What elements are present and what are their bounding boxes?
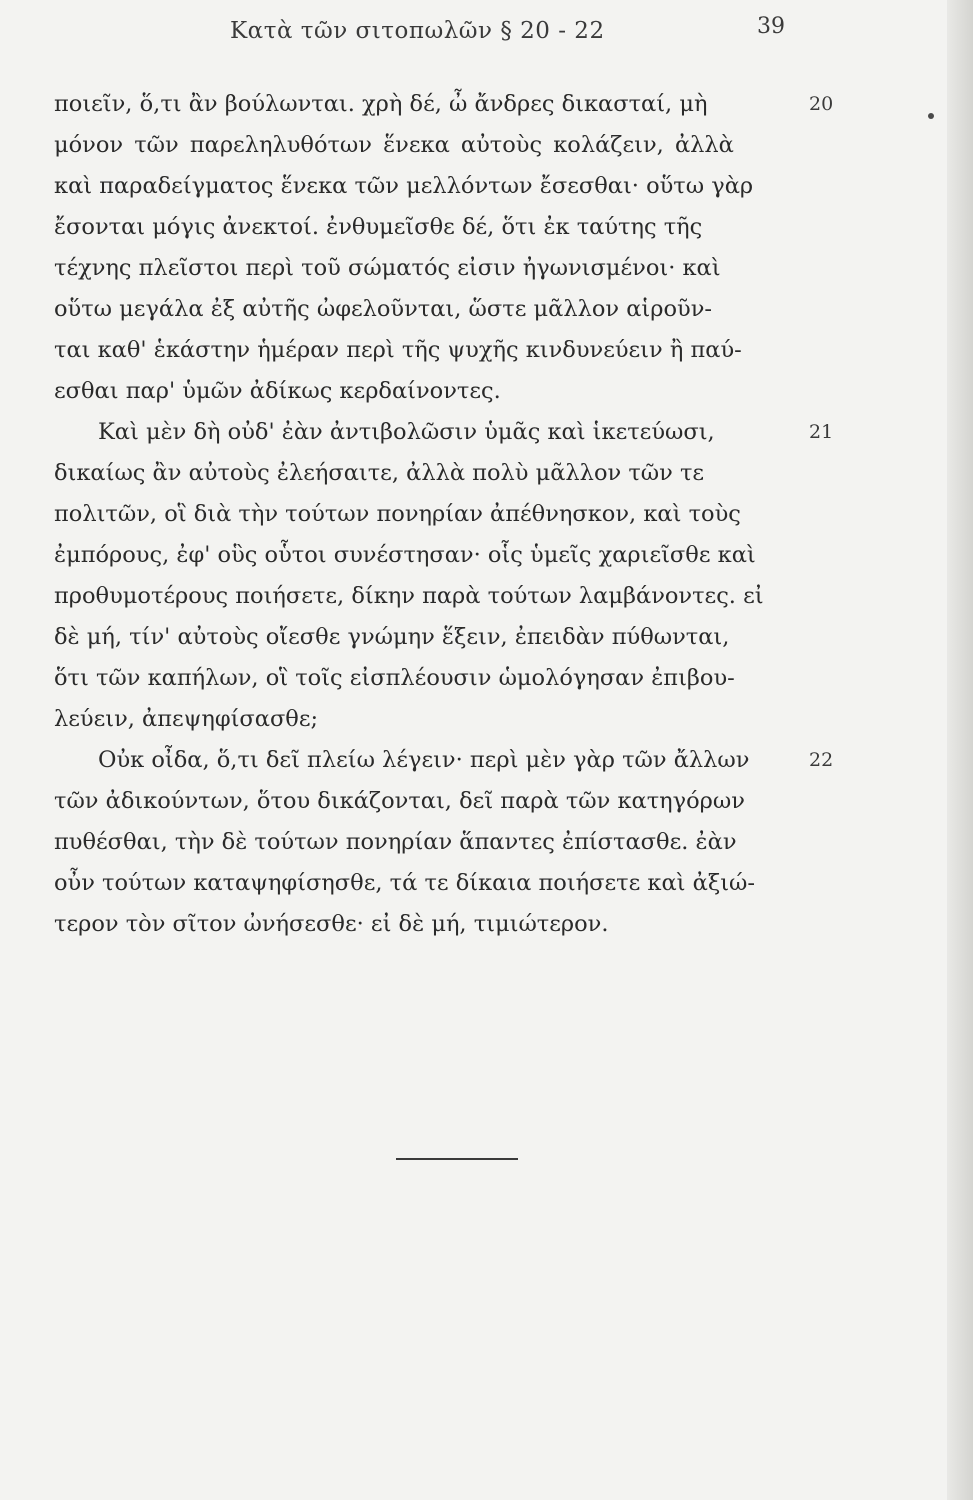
- text-line: [54, 822, 814, 863]
- line-text: λεύειν, ἀπεψηφίσασθε;: [54, 706, 319, 732]
- text-line: [54, 453, 814, 494]
- text-line: [54, 166, 814, 207]
- line-text: πολιτῶν, οἳ διὰ τὴν τούτων πονηρίαν ἀπέθνησκον, καὶ τοὺς: [54, 501, 741, 527]
- line-text: ται καθ' ἑκάστην ἡμέραν περὶ τῆς ψυχῆς κινδυνεύειν ἢ παύ-: [54, 337, 742, 363]
- text-line: [54, 412, 834, 453]
- text-line: [54, 576, 814, 617]
- line-text: τῶν ἀδικούντων, ὅτου δικάζονται, δεῖ παρὰ τῶν κατηγόρων: [54, 788, 745, 814]
- page-edge-shadow: [947, 0, 973, 1500]
- line-text: τέχνης πλεῖστοι περὶ τοῦ σώματός εἰσιν ἠγωνισμένοι· καὶ: [54, 255, 721, 281]
- line-text: οὖν τούτων καταψηφίσησθε, τά τε δίκαια ποιήσετε καὶ ἀξιώ-: [54, 870, 755, 896]
- text-line: [54, 84, 834, 125]
- text-line: [54, 248, 814, 289]
- body-text: [54, 84, 834, 945]
- section-number-20: 20: [809, 93, 834, 115]
- text-line: [54, 371, 814, 412]
- text-line: [54, 494, 814, 535]
- line-text: ἐμπόρους, ἐφ' οὓς οὗτοι συνέστησαν· οἷς ὑμεῖς χαριεῖσθε καὶ: [54, 542, 756, 568]
- text-line: [54, 781, 814, 822]
- line-text: μόνον τῶν παρεληλυθότων ἕνεκα αὐτοὺς κολάζειν, ἀλλὰ: [54, 132, 734, 158]
- running-title: Κατὰ τῶν σιτοπωλῶν § 20 - 22: [230, 18, 605, 44]
- line-text: εσθαι παρ' ὑμῶν ἀδίκως κερδαίνοντες.: [54, 378, 501, 404]
- line-text: ποιεῖν, ὅ,τι ἂν βούλωνται. χρὴ δέ, ὦ ἄνδρες δικασταί, μὴ: [54, 91, 708, 117]
- line-text: ἔσονται μόγις ἀνεκτοί. ἐνθυμεῖσθε δέ, ὅτι ἐκ ταύτης τῆς: [54, 214, 703, 240]
- text-line: [54, 904, 814, 945]
- line-text: Οὐκ οἶδα, ὅ,τι δεῖ πλείω λέγειν· περὶ μὲν γὰρ τῶν ἄλλων: [98, 747, 750, 773]
- text-line: [54, 535, 814, 576]
- line-text: Καὶ μὲν δὴ οὐδ' ἐὰν ἀντιβολῶσιν ὑμᾶς καὶ ἱκετεύωσι,: [98, 419, 715, 445]
- text-line: [54, 289, 814, 330]
- line-text: δικαίως ἂν αὐτοὺς ἐλεήσαιτε, ἀλλὰ πολὺ μᾶλλον τῶν τε: [54, 460, 705, 486]
- text-line: [54, 740, 834, 781]
- text-line: [54, 207, 814, 248]
- line-text: καὶ παραδείγματος ἕνεκα τῶν μελλόντων ἔσεσθαι· οὕτω γὰρ: [54, 173, 754, 199]
- text-line: [54, 330, 814, 371]
- page-number: 39: [757, 14, 785, 39]
- text-line: [54, 863, 814, 904]
- footnote-rule: [396, 1158, 518, 1160]
- line-text: ὅτι τῶν καπήλων, οἳ τοῖς εἰσπλέουσιν ὡμολόγησαν ἐπιβου-: [54, 665, 735, 691]
- text-line: [54, 658, 814, 699]
- line-text: πυθέσθαι, τὴν δὲ τούτων πονηρίαν ἅπαντες ἐπίστασθε. ἐὰν: [54, 829, 737, 855]
- line-text: προθυμοτέρους ποιήσετε, δίκην παρὰ τούτων λαμβάνοντες. εἰ: [54, 583, 764, 609]
- text-line: [54, 125, 814, 166]
- line-text: οὕτω μεγάλα ἐξ αὐτῆς ὠφελοῦνται, ὥστε μᾶλλον αἱροῦν-: [54, 296, 712, 322]
- line-text: τερον τὸν σῖτον ὠνήσεσθε· εἰ δὲ μή, τιμιώτερον.: [54, 911, 609, 937]
- ink-dot: [928, 113, 934, 119]
- page-header: [0, 12, 973, 52]
- text-line: [54, 699, 814, 740]
- section-number-22: 22: [809, 749, 834, 771]
- text-line: [54, 617, 814, 658]
- line-text: δὲ μή, τίν' αὐτοὺς οἴεσθε γνώμην ἕξειν, ἐπειδὰν πύθωνται,: [54, 624, 730, 650]
- section-number-21: 21: [809, 421, 834, 443]
